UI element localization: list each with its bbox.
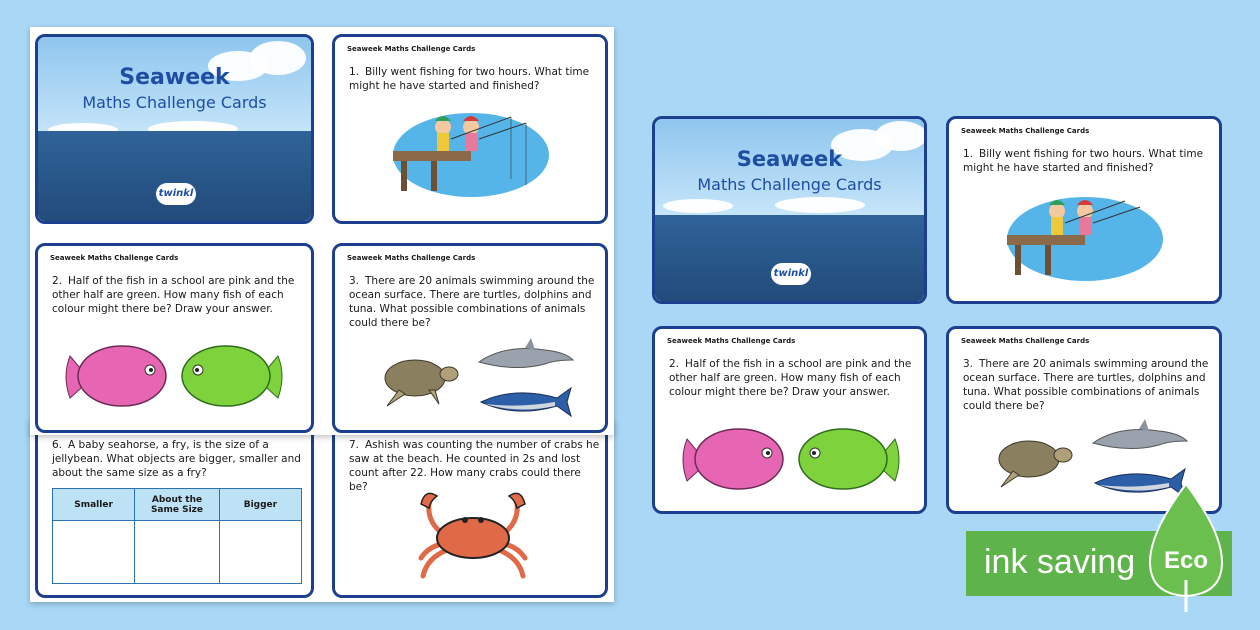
ink-saving-label: ink saving xyxy=(984,543,1136,581)
card-2: Seaweek Maths Challenge Cards 2. Half of the fish in a school are pink and the other half are green. How many fish of each colour might there be? Draw your answer. xyxy=(35,243,314,433)
twinkl-logo: twinkl xyxy=(156,183,196,205)
preview-card-3: Seaweek Maths Challenge Cards 3. There are 20 animals swimming around the ocean surface. There are turtles, dolphins and tuna. What possible combinations of animals could there be? xyxy=(946,326,1222,514)
col-smaller: Smaller xyxy=(53,489,135,521)
sort-table xyxy=(52,488,302,584)
question-2: 2. Half of the fish in a school are pink and the other half are green. How many fish of each colour might there be? Draw your answer. xyxy=(52,275,295,315)
preview-dolphin xyxy=(1089,419,1189,459)
green-fish-illustration xyxy=(178,336,288,416)
col-same-size: About the Same Size xyxy=(135,489,220,521)
question-7: 7. Ashish was counting the number of crabs he saw at the beach. He counted in 2s and lost count after 22. How many crabs could there be? xyxy=(349,439,600,493)
cover-subtitle: Maths Challenge Cards xyxy=(82,93,267,112)
question-3: 3. There are 20 animals swimming around the ocean surface. There are turtles, dolphins and tuna. What possible combinations of animals could there be? xyxy=(349,275,595,329)
turtle-illustration xyxy=(369,352,459,408)
card-7 xyxy=(332,420,608,598)
back-sheet xyxy=(30,420,614,602)
card-3: Seaweek Maths Challenge Cards 3. There are 20 animals swimming around the ocean surface. There are turtles, dolphins and tuna. What possible combinations of animals could there be? xyxy=(332,243,608,433)
preview-pink-fish xyxy=(677,419,787,499)
cover-title: Seaweek xyxy=(119,65,230,90)
preview-cover-subtitle: Maths Challenge Cards xyxy=(697,175,882,194)
preview-card-1: Seaweek Maths Challenge Cards 1. Billy went fishing for two hours. What time might he have started and finished? xyxy=(946,116,1222,304)
preview-question-3: 3. There are 20 animals swimming around the ocean surface. There are turtles, dolphins and tuna. What possible combinations of animals could there be? xyxy=(963,358,1209,412)
tuna-illustration xyxy=(475,384,575,420)
card-1: Seaweek Maths Challenge Cards 1. Billy went fishing for two hours. What time might he have started and finished? xyxy=(332,34,608,224)
preview-green-fish xyxy=(795,419,905,499)
card-6 xyxy=(35,420,314,598)
preview-twinkl-logo: twinkl xyxy=(771,263,811,285)
preview-question-1: 1. Billy went fishing for two hours. What time might he have started and finished? xyxy=(963,148,1204,174)
preview-turtle xyxy=(983,433,1073,489)
cover-card xyxy=(35,34,314,224)
question-6: 6. A baby seahorse, a fry, is the size of a jellybean. What objects are bigger, smaller and about the same size as a fry? xyxy=(52,439,301,479)
col-bigger: Bigger xyxy=(219,489,301,521)
preview-question-2: 2. Half of the fish in a school are pink and the other half are green. How many fish of each colour might there be? Draw your answer. xyxy=(669,358,912,398)
dolphin-illustration xyxy=(475,338,575,378)
eco-leaf-icon xyxy=(1146,480,1226,614)
eco-label: Eco xyxy=(1163,547,1209,574)
preview-cover-card xyxy=(652,116,927,304)
crab-illustration xyxy=(413,486,533,582)
pink-fish-illustration xyxy=(60,336,170,416)
fishing-illustration xyxy=(391,109,551,199)
question-1: 1. Billy went fishing for two hours. What time might he have started and finished? xyxy=(349,66,590,92)
preview-fishing-illustration xyxy=(1005,193,1165,283)
preview-cover-title: Seaweek xyxy=(736,147,843,171)
front-sheet xyxy=(30,27,614,435)
preview-card-2: Seaweek Maths Challenge Cards 2. Half of the fish in a school are pink and the other half are green. How many fish of each colour might there be? Draw your answer. xyxy=(652,326,927,514)
